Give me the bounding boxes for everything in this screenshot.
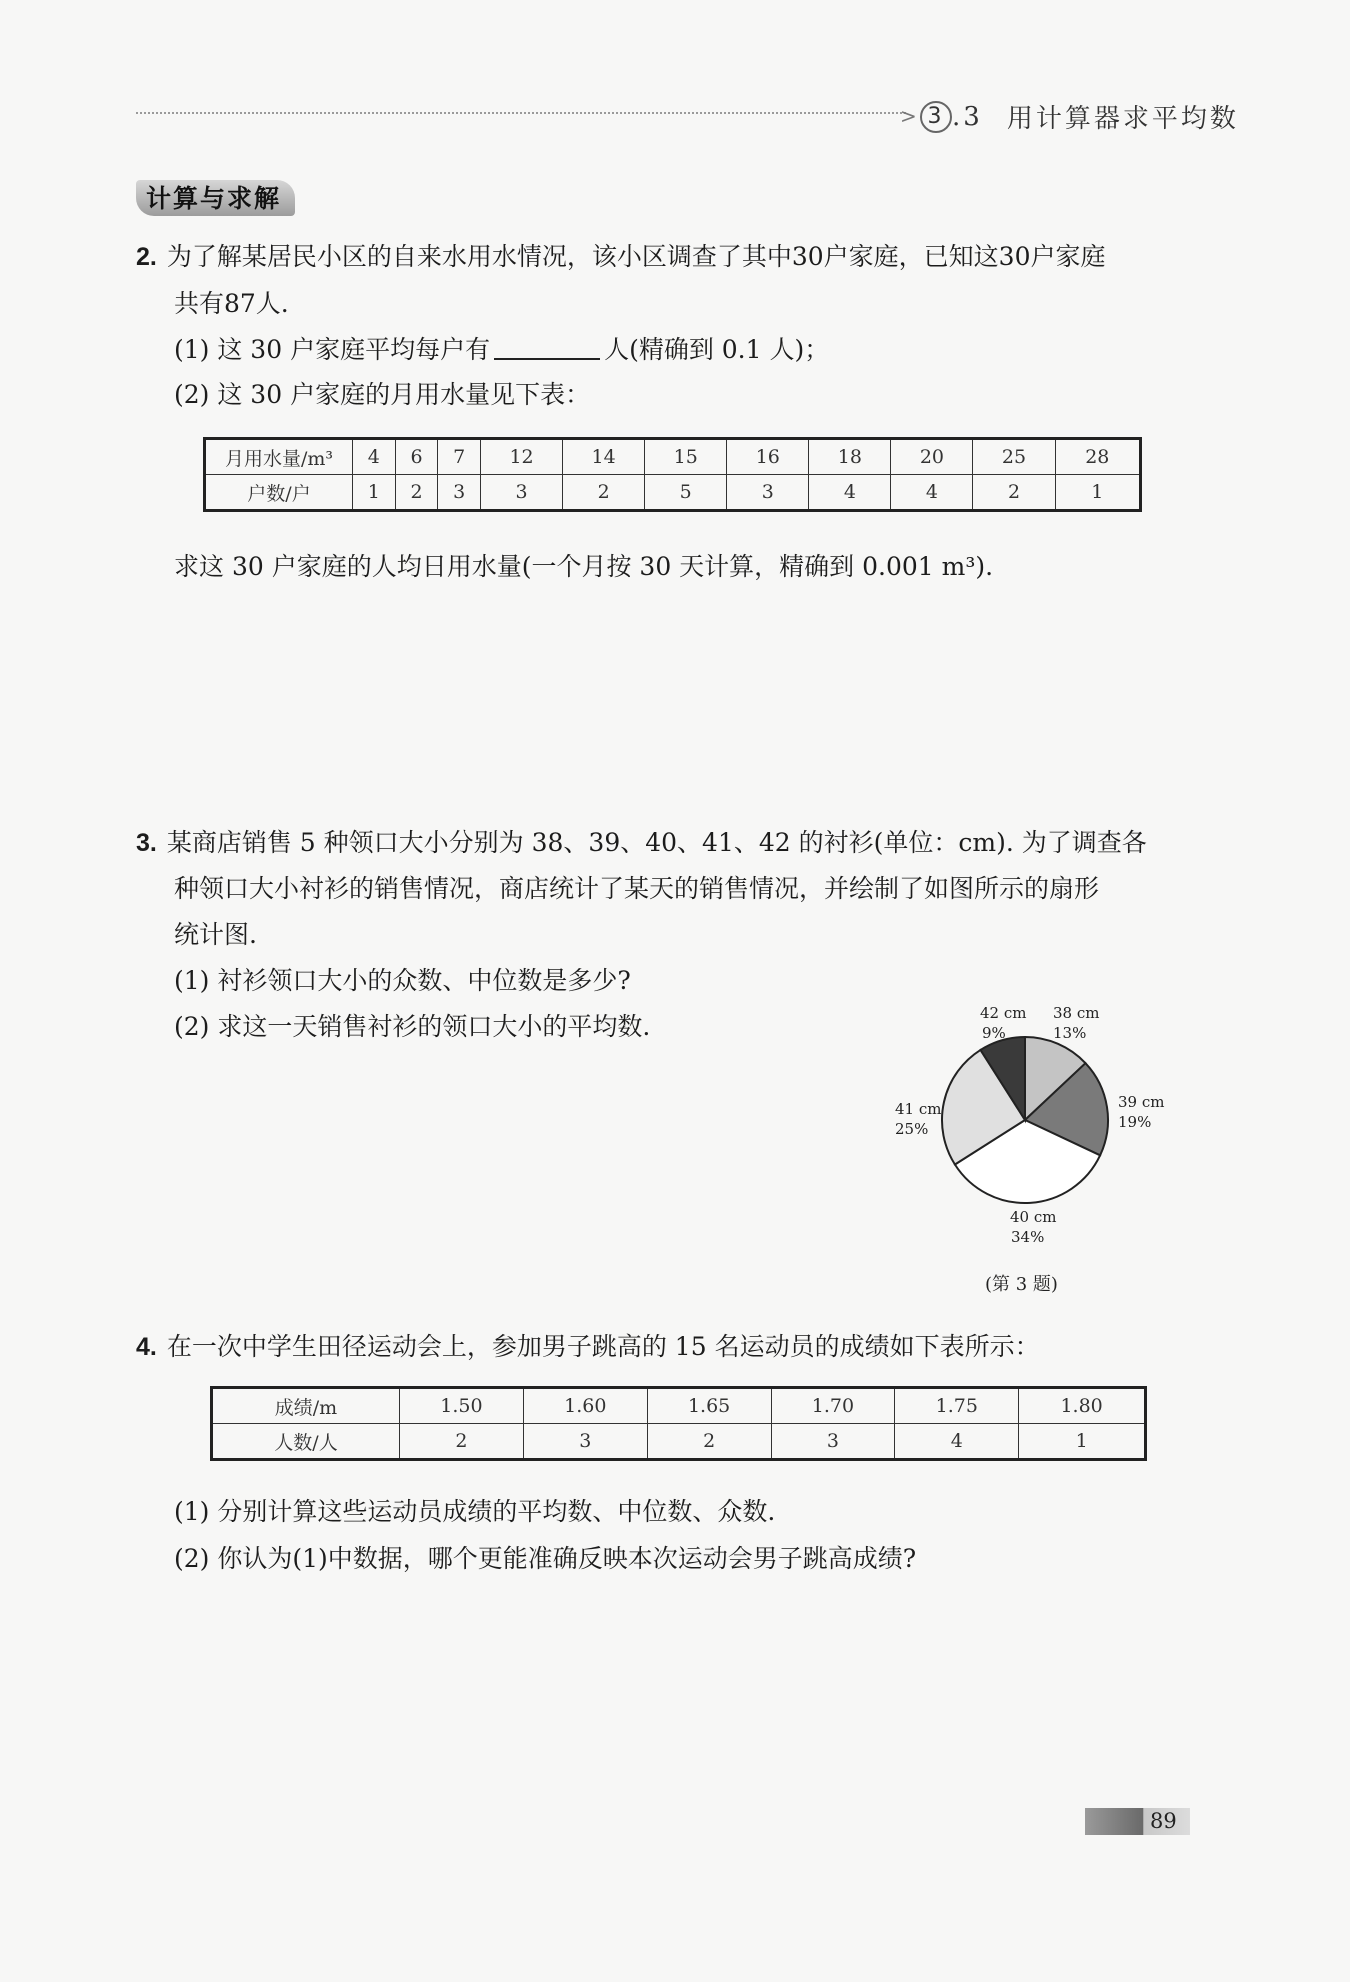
answer-blank[interactable] (494, 334, 600, 360)
table-cell: 15 (645, 439, 727, 475)
table-cell: 1 (1019, 1424, 1146, 1460)
q2-line1: 2. 为了解某居民小区的自来水用水情况，该小区调查了其中30户家庭，已知这30户家庭 (136, 242, 1106, 271)
table-cell: 1.60 (523, 1388, 647, 1424)
q4-number: 4. (136, 1333, 157, 1361)
table-cell: 5 (645, 475, 727, 511)
pie-label-40: 40 cm 34% (1010, 1208, 1057, 1246)
table-cell: 1 (353, 475, 396, 511)
row-header: 月用水量/m³ (205, 439, 353, 475)
running-header (920, 98, 1239, 135)
table-cell: 2 (563, 475, 645, 511)
table-cell: 1 (1055, 475, 1140, 511)
q3-line3: 统计图. (174, 920, 257, 949)
chapter-number: 3 (920, 101, 952, 133)
table-cell: 12 (481, 439, 563, 475)
section-title: 用计算器求平均数 (1006, 104, 1239, 134)
table-cell: 4 (891, 475, 973, 511)
q2-number: 2. (136, 243, 157, 271)
q2-sub2: (2) 这 30 户家庭的月用水量见下表： (174, 380, 591, 409)
table-cell: 18 (809, 439, 891, 475)
table-row (205, 475, 1141, 511)
table-cell: 2 (395, 475, 438, 511)
table-row (205, 439, 1141, 475)
row-header: 人数/人 (212, 1424, 400, 1460)
pie-label-42: 42 cm 9% (980, 1004, 1027, 1042)
table-cell: 4 (809, 475, 891, 511)
table-cell: 3 (771, 1424, 895, 1460)
table-cell: 3 (438, 475, 481, 511)
table-row (212, 1424, 1146, 1460)
table-cell: 1.65 (647, 1388, 771, 1424)
q4-sub1: (1) 分别计算这些运动员成绩的平均数、中位数、众数. (174, 1497, 776, 1526)
table-cell: 14 (563, 439, 645, 475)
table-cell: 1.50 (400, 1388, 524, 1424)
table-cell: 1.75 (895, 1388, 1019, 1424)
table-cell: 2 (647, 1424, 771, 1460)
q3-number: 3. (136, 829, 157, 857)
table-cell: 3 (523, 1424, 647, 1460)
table-cell: 7 (438, 439, 481, 475)
table-cell: 25 (973, 439, 1055, 475)
row-header: 成绩/m (212, 1388, 400, 1424)
q2-sub1: (1) 这 30 户家庭平均每户有 人(精确到 0.1 人)； (174, 335, 830, 364)
q4-sub2: (2) 你认为(1)中数据，哪个更能准确反映本次运动会男子跳高成绩? (174, 1544, 917, 1573)
table-cell: 16 (727, 439, 809, 475)
table-cell: 20 (891, 439, 973, 475)
pie-label-41: 41 cm 25% (895, 1100, 942, 1138)
table-cell: 2 (400, 1424, 524, 1460)
section-badge: 计算与求解 (136, 180, 295, 216)
q2-line2: 共有87人. (174, 289, 289, 318)
table-cell: 1.70 (771, 1388, 895, 1424)
table-cell: 6 (395, 439, 438, 475)
q3-line1: 3. 某商店销售 5 种领口大小分别为 38、39、40、41、42 的衬衫(单位：cm). 为了调查各 (136, 828, 1147, 857)
header-rule (136, 112, 906, 114)
arrow-right-icon: > (900, 104, 917, 128)
pie-label-38: 38 cm 13% (1053, 1004, 1100, 1042)
q3-sub2: (2) 求这一天销售衬衫的领口大小的平均数. (174, 1012, 651, 1041)
figure-caption: (第 3 题) (985, 1274, 1058, 1295)
table-cell: 3 (727, 475, 809, 511)
q4-line1: 4. 在一次中学生田径运动会上，参加男子跳高的 15 名运动员的成绩如下表所示： (136, 1332, 1040, 1361)
section-number: .3 (952, 101, 983, 132)
table-row (212, 1388, 1146, 1424)
row-header: 户数/户 (205, 475, 353, 511)
water-usage-table (203, 437, 1142, 512)
pie-chart (930, 1025, 1120, 1215)
q3-line2: 种领口大小衬衫的销售情况，商店统计了某天的销售情况，并绘制了如图所示的扇形 (174, 874, 1100, 903)
high-jump-table (210, 1386, 1147, 1461)
table-cell: 28 (1055, 439, 1140, 475)
pie-label-39: 39 cm 19% (1118, 1093, 1165, 1131)
table-cell: 1.80 (1019, 1388, 1146, 1424)
table-cell: 4 (353, 439, 396, 475)
table-cell: 4 (895, 1424, 1019, 1460)
table-cell: 2 (973, 475, 1055, 511)
page-number: 89 (1150, 1809, 1177, 1833)
table-cell: 3 (481, 475, 563, 511)
q2-question: 求这 30 户家庭的人均日用水量(一个月按 30 天计算，精确到 0.001 m³). (174, 552, 994, 581)
q3-sub1: (1) 衬衫领口大小的众数、中位数是多少? (174, 966, 631, 995)
